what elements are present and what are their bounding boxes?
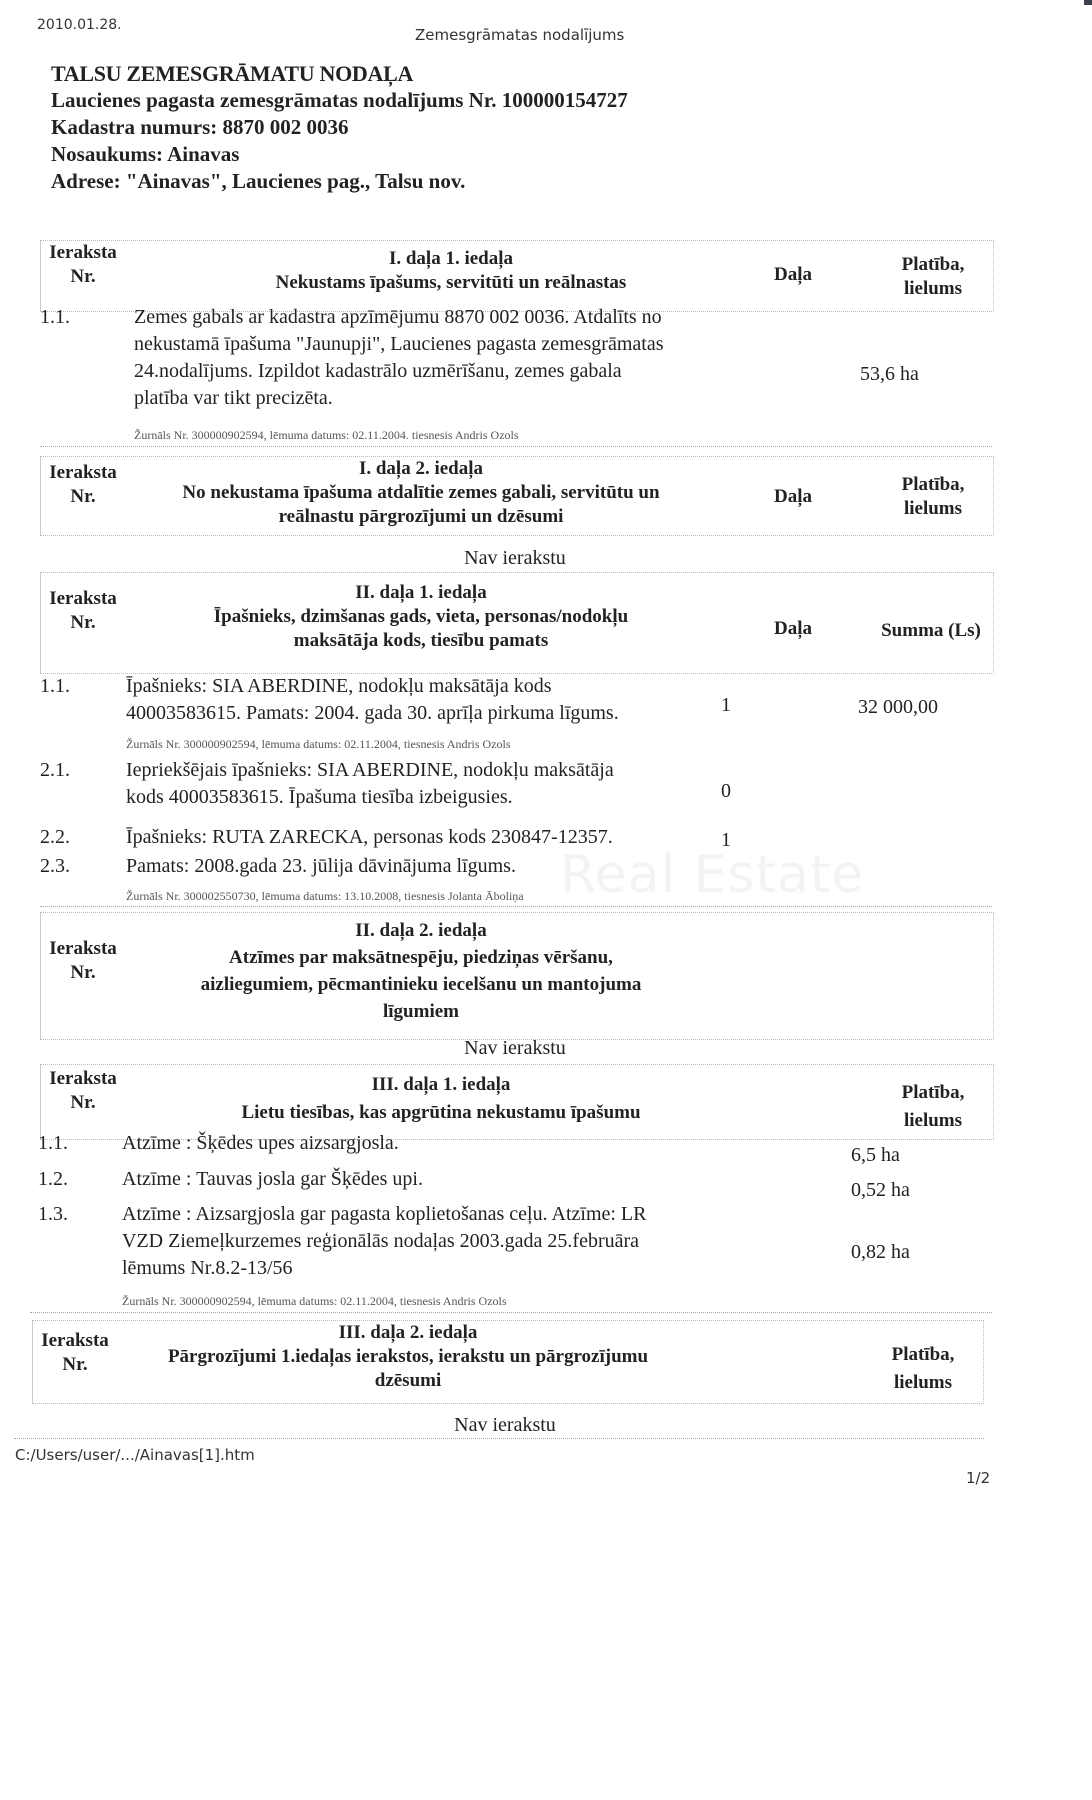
divider	[14, 1438, 984, 1439]
footer-file-path: C:/Users/user/.../Ainavas[1].htm	[15, 1446, 255, 1464]
section-title	[141, 581, 701, 653]
section-title-text: maksātāja kods, tiesību pamats	[293, 630, 549, 651]
entry-line: nekustamā īpašuma "Jaunupji", Laucienes pagasta zemesgrāmatas	[134, 333, 664, 355]
area-header	[873, 473, 993, 521]
section-part: II. daļa 2. iedaļa	[355, 920, 487, 941]
entry-text	[122, 1130, 758, 1157]
section-title-text: dzēsumi	[374, 1370, 442, 1391]
sum-header: Summa (Ls)	[881, 620, 981, 641]
dala-header: Daļa	[774, 618, 812, 639]
area-label: Platība,	[901, 254, 965, 275]
nr-label: Ieraksta	[49, 588, 117, 609]
scan-corner-mark	[1084, 0, 1092, 5]
nr-label: Nr.	[70, 486, 96, 507]
section-title	[131, 457, 711, 529]
journal-note: Žurnāls Nr. 300000902594, lēmuma datums: 02.11.2004. tiesnesis Andris Ozols	[134, 428, 519, 442]
entry-line: Atzīme : Aizsargjosla gar pagasta koplietošanas ceļu. Atzīme: LR	[122, 1203, 647, 1225]
entry-share: 0	[721, 780, 731, 802]
section-part: II. daļa 1. iedaļa	[355, 582, 487, 603]
entry-text	[134, 304, 760, 412]
section-part: I. daļa 1. iedaļa	[388, 248, 514, 269]
section-header-III-2	[32, 1320, 984, 1404]
entry-nr: 1.1.	[40, 675, 70, 697]
entry-nr: 1.2.	[38, 1168, 68, 1190]
entry-line: 40003583615. Pamats: 2004. gada 30. aprīļa pirkuma līgums.	[126, 702, 619, 724]
entry-nr: 1.1.	[38, 1132, 68, 1154]
journal-note: Žurnāls Nr. 300000902594, lēmuma datums: 02.11.2004, tiesnesis Andris Ozols	[126, 737, 511, 751]
entry-nr: 1.3.	[38, 1203, 68, 1225]
area-header	[873, 253, 993, 301]
section-header-I-2	[40, 456, 994, 536]
nr-label: Ieraksta	[49, 1068, 117, 1089]
entry-row	[38, 1166, 758, 1193]
print-title: Zemesgrāmatas nodalījums	[415, 26, 625, 44]
nr-label: Nr.	[70, 962, 96, 983]
area-label: lielums	[893, 1372, 953, 1393]
nr-label: Ieraksta	[49, 938, 117, 959]
section-title	[171, 1071, 711, 1127]
area-label: lielums	[903, 1110, 963, 1131]
entry-nr-header	[45, 1067, 121, 1115]
entry-nr: 2.2.	[40, 826, 70, 848]
entry-line: Atzīme : Šķēdes upes aizsargjosla.	[122, 1132, 399, 1154]
entry-line: Īpašnieks: RUTA ZARECKA, personas kods 230847-12357.	[126, 826, 613, 848]
entry-sum: 32 000,00	[858, 696, 938, 718]
divider	[30, 1312, 992, 1313]
entry-line: platība var tikt precizēta.	[134, 387, 333, 409]
entry-row	[40, 304, 760, 412]
entry-text	[126, 757, 760, 811]
area-label: Platība,	[901, 1082, 965, 1103]
entry-row	[40, 757, 760, 811]
area-label: Platība,	[891, 1344, 955, 1365]
entry-line: Atzīme : Tauvas josla gar Šķēdes upi.	[122, 1168, 423, 1190]
section-title-text: Nekustams īpašums, servitūti un reālnastas	[275, 272, 627, 293]
nr-label: Ieraksta	[49, 242, 117, 263]
nr-label: Ieraksta	[49, 462, 117, 483]
folio-number: Laucienes pagasta zemesgrāmatas nodalījums Nr. 100000154727	[51, 88, 628, 112]
section-title-text: Īpašnieks, dzimšanas gads, vieta, personas/nodokļu	[213, 606, 629, 627]
cadastre-number: Kadastra numurs: 8870 002 0036	[51, 115, 349, 139]
entry-row	[38, 1130, 758, 1157]
no-entries-text: Nav ierakstu	[464, 1037, 566, 1059]
section-title-text: Atzīmes par maksātnespēju, piedziņas vēršanu,	[229, 947, 613, 968]
dala-header: Daļa	[774, 264, 812, 285]
section-title	[128, 1321, 688, 1393]
section-part: III. daļa 2. iedaļa	[338, 1322, 478, 1343]
entry-nr-header	[45, 937, 121, 985]
section-title-text: reālnastu pārgrozījumi un dzēsumi	[278, 506, 564, 527]
nr-label: Nr.	[62, 1354, 88, 1375]
entry-share: 1	[721, 694, 731, 716]
entry-line: kods 40003583615. Īpašuma tiesība izbeigusies.	[126, 786, 513, 808]
divider	[40, 906, 992, 907]
nr-label: Ieraksta	[41, 1330, 109, 1351]
area-label: Platība,	[901, 474, 965, 495]
property-name: Nosaukums: Ainavas	[51, 142, 240, 166]
area-header	[873, 1079, 993, 1135]
entry-line: Īpašnieks: SIA ABERDINE, nodokļu maksātāja kods	[126, 675, 552, 697]
entry-text	[126, 673, 760, 727]
area-label: lielums	[903, 498, 963, 519]
entry-area: 6,5 ha	[851, 1144, 900, 1166]
entry-nr-header	[45, 461, 121, 509]
print-date: 2010.01.28.	[37, 17, 122, 33]
entry-line: lēmums Nr.8.2-13/56	[122, 1257, 293, 1279]
watermark-text: Real Estate	[560, 845, 865, 905]
section-title-text: līgumiem	[383, 1001, 459, 1022]
office-name: TALSU ZEMESGRĀMATU NODAĻA	[51, 61, 414, 86]
section-part: I. daļa 2. iedaļa	[358, 458, 484, 479]
entry-row	[38, 1201, 758, 1282]
section-title-text: aizliegumiem, pēcmantinieku iecelšanu un mantojuma	[200, 974, 642, 995]
entry-area: 0,82 ha	[851, 1241, 910, 1263]
section-title	[181, 247, 721, 295]
entry-line: VZD Ziemeļkurzemes reģionālās nodaļas 2003.gada 25.februāra	[122, 1230, 640, 1252]
entry-line: Iepriekšējais īpašnieks: SIA ABERDINE, nodokļu maksātāja	[126, 759, 614, 781]
section-title-text: No nekustama īpašuma atdalītie zemes gabali, servitūtu un	[182, 482, 660, 503]
entry-nr-header	[37, 1329, 113, 1377]
property-address: Adrese: "Ainavas", Laucienes pag., Talsu nov.	[51, 169, 466, 193]
entry-line: Pamats: 2008.gada 23. jūlija dāvinājuma līgums.	[126, 855, 516, 877]
section-header-III-1	[40, 1064, 994, 1140]
entry-text	[122, 1166, 758, 1193]
no-entries-text: Nav ierakstu	[454, 1414, 556, 1436]
journal-note: Žurnāls Nr. 300000902594, lēmuma datums: 02.11.2004, tiesnesis Andris Ozols	[122, 1294, 507, 1308]
section-title-text: Lietu tiesības, kas apgrūtina nekustamu īpašumu	[241, 1102, 641, 1123]
entry-nr: 2.1.	[40, 759, 70, 781]
footer-page-number: 1/2	[966, 1469, 991, 1487]
document-header	[51, 60, 628, 195]
entry-row	[40, 673, 760, 727]
divider	[40, 446, 992, 447]
entry-share: 1	[721, 829, 731, 851]
entry-nr-header	[45, 587, 121, 635]
nr-label: Nr.	[70, 266, 96, 287]
entry-line: Zemes gabals ar kadastra apzīmējumu 8870 002 0036. Atdalīts no	[134, 306, 662, 328]
nr-label: Nr.	[70, 612, 96, 633]
no-entries-text: Nav ierakstu	[464, 547, 566, 569]
entry-nr: 1.1.	[40, 306, 70, 328]
section-title	[151, 917, 691, 1025]
section-part: III. daļa 1. iedaļa	[371, 1074, 511, 1095]
journal-note: Žurnāls Nr. 300002550730, lēmuma datums: 13.10.2008, tiesnesis Jolanta Āboliņa	[126, 889, 524, 903]
entry-nr-header	[45, 241, 121, 289]
entry-line: 24.nodalījums. Izpildot kadastrālo uzmērīšanu, zemes gabala	[134, 360, 622, 382]
area-header	[863, 1341, 983, 1397]
entry-nr: 2.3.	[40, 855, 70, 877]
section-header-II-1	[40, 572, 994, 674]
nr-label: Nr.	[70, 1092, 96, 1113]
entry-area: 53,6 ha	[860, 363, 919, 385]
dala-header: Daļa	[774, 486, 812, 507]
section-header-II-2	[40, 912, 994, 1040]
area-label: lielums	[903, 278, 963, 299]
section-header-I-1	[40, 240, 994, 312]
entry-text	[122, 1201, 758, 1282]
entry-area: 0,52 ha	[851, 1179, 910, 1201]
section-title-text: Pārgrozījumi 1.iedaļas ierakstos, ierakstu un pārgrozījumu	[167, 1346, 649, 1367]
